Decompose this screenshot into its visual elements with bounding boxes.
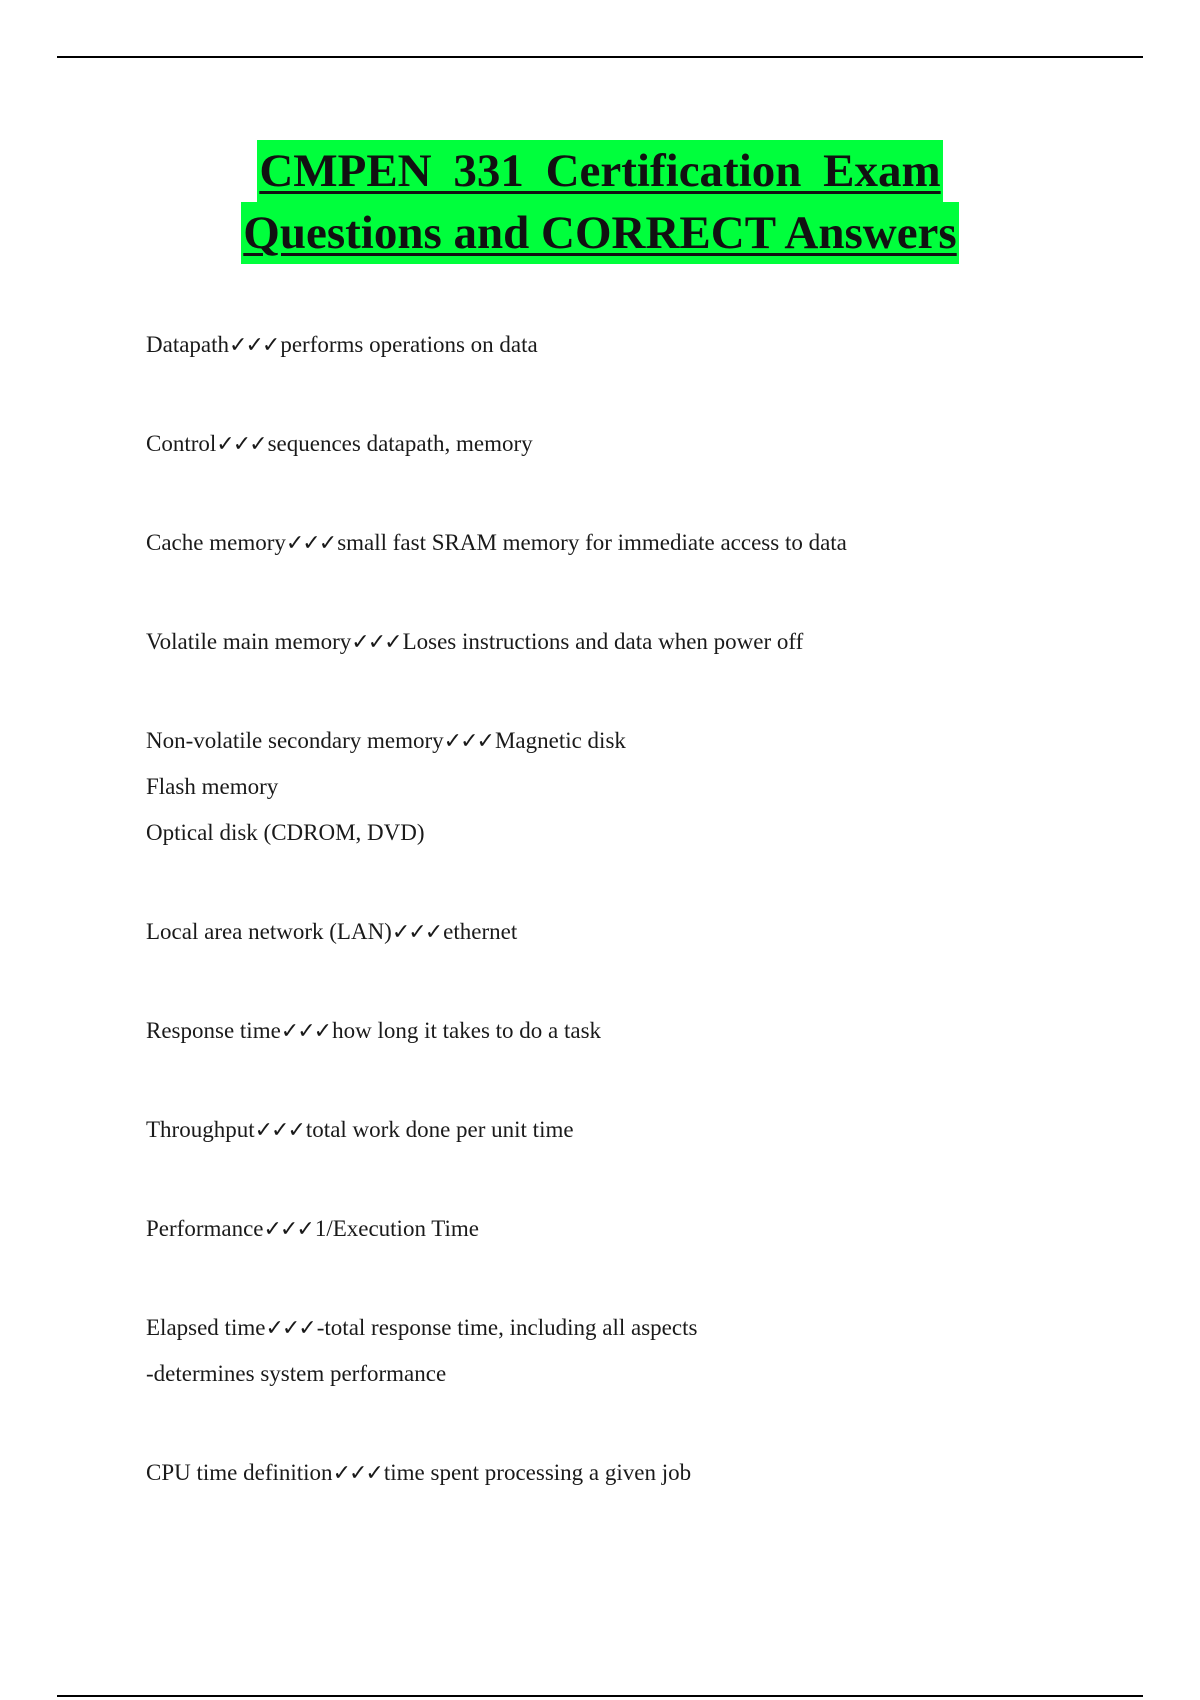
qa-answer: 1/Execution Time <box>314 1216 480 1241</box>
qa-term: CPU time definition <box>146 1460 333 1485</box>
item-spacer <box>146 1261 1106 1309</box>
item-spacer <box>146 377 1106 425</box>
item-spacer <box>146 865 1106 913</box>
top-rule <box>57 56 1143 58</box>
qa-line <box>146 1012 1106 1063</box>
item-spacer <box>146 476 1106 524</box>
checkmarks-icon: ✓✓✓ <box>254 1118 304 1143</box>
qa-list <box>146 326 1106 1505</box>
qa-answer: total work done per unit time <box>305 1117 574 1142</box>
item-spacer <box>146 1063 1106 1111</box>
checkmarks-icon: ✓✓✓ <box>280 1019 331 1044</box>
checkmarks-icon: ✓✓✓ <box>391 920 442 945</box>
qa-line <box>146 425 1106 476</box>
qa-item <box>146 722 1106 865</box>
qa-answer: -total response time, including all aspects <box>316 1315 698 1340</box>
qa-item <box>146 1111 1106 1162</box>
qa-term: Datapath <box>146 332 230 357</box>
qa-answer-continuation: Optical disk (CDROM, DVD) <box>146 820 425 845</box>
qa-item <box>146 1012 1106 1063</box>
qa-line <box>146 722 1106 768</box>
checkmarks-icon: ✓✓✓ <box>332 1461 382 1486</box>
bottom-rule <box>57 1695 1143 1697</box>
qa-line <box>146 913 1106 964</box>
title-line-1: CMPEN 331 Certification Exam <box>257 140 942 202</box>
qa-answer: Magnetic disk <box>494 728 626 753</box>
checkmarks-icon: ✓✓✓ <box>351 630 401 655</box>
qa-item <box>146 1210 1106 1261</box>
checkmarks-icon: ✓✓✓ <box>443 729 493 754</box>
qa-item <box>146 524 1106 575</box>
qa-term: Elapsed time <box>146 1315 266 1340</box>
qa-item <box>146 1454 1106 1505</box>
qa-line <box>146 326 1106 377</box>
qa-answer: small fast SRAM memory for immediate access to data <box>337 530 847 555</box>
qa-term: Control <box>146 431 217 456</box>
qa-term: Performance <box>146 1216 264 1241</box>
item-spacer <box>146 575 1106 623</box>
qa-term: Volatile main memory <box>146 629 352 654</box>
checkmarks-icon: ✓✓✓ <box>216 432 266 457</box>
qa-line <box>146 1454 1106 1505</box>
qa-answer: performs operations on data <box>280 332 538 357</box>
qa-term: Throughput <box>146 1117 255 1142</box>
qa-answer: Loses instructions and data when power off <box>402 629 804 654</box>
qa-answer: time spent processing a given job <box>383 1460 692 1485</box>
qa-answer: how long it takes to do a task <box>332 1018 602 1043</box>
qa-line <box>146 1210 1106 1261</box>
qa-term: Response time <box>146 1018 281 1043</box>
qa-term: Cache memory <box>146 530 286 555</box>
qa-item <box>146 623 1106 674</box>
qa-item <box>146 913 1106 964</box>
qa-line <box>146 623 1106 674</box>
document-title <box>0 140 1200 264</box>
qa-item <box>146 326 1106 377</box>
checkmarks-icon: ✓✓✓ <box>265 1316 315 1341</box>
qa-line <box>146 1111 1106 1162</box>
qa-item <box>146 1309 1106 1406</box>
title-line-2: Questions and CORRECT Answers <box>241 202 958 264</box>
checkmarks-icon: ✓✓✓ <box>263 1217 313 1242</box>
item-spacer <box>146 674 1106 722</box>
checkmarks-icon: ✓✓✓ <box>229 333 279 358</box>
qa-answer: ethernet <box>443 919 518 944</box>
qa-term: Non-volatile secondary memory <box>146 728 444 753</box>
qa-answer: sequences datapath, memory <box>267 431 533 456</box>
qa-item <box>146 425 1106 476</box>
qa-line <box>146 524 1106 575</box>
qa-answer-continuation: -determines system performance <box>146 1361 447 1386</box>
qa-term: Local area network (LAN) <box>146 919 392 944</box>
item-spacer <box>146 1162 1106 1210</box>
item-spacer <box>146 964 1106 1012</box>
qa-answer-continuation: Flash memory <box>146 774 279 799</box>
item-spacer <box>146 1406 1106 1454</box>
qa-line <box>146 1309 1106 1355</box>
checkmarks-icon: ✓✓✓ <box>285 531 336 556</box>
